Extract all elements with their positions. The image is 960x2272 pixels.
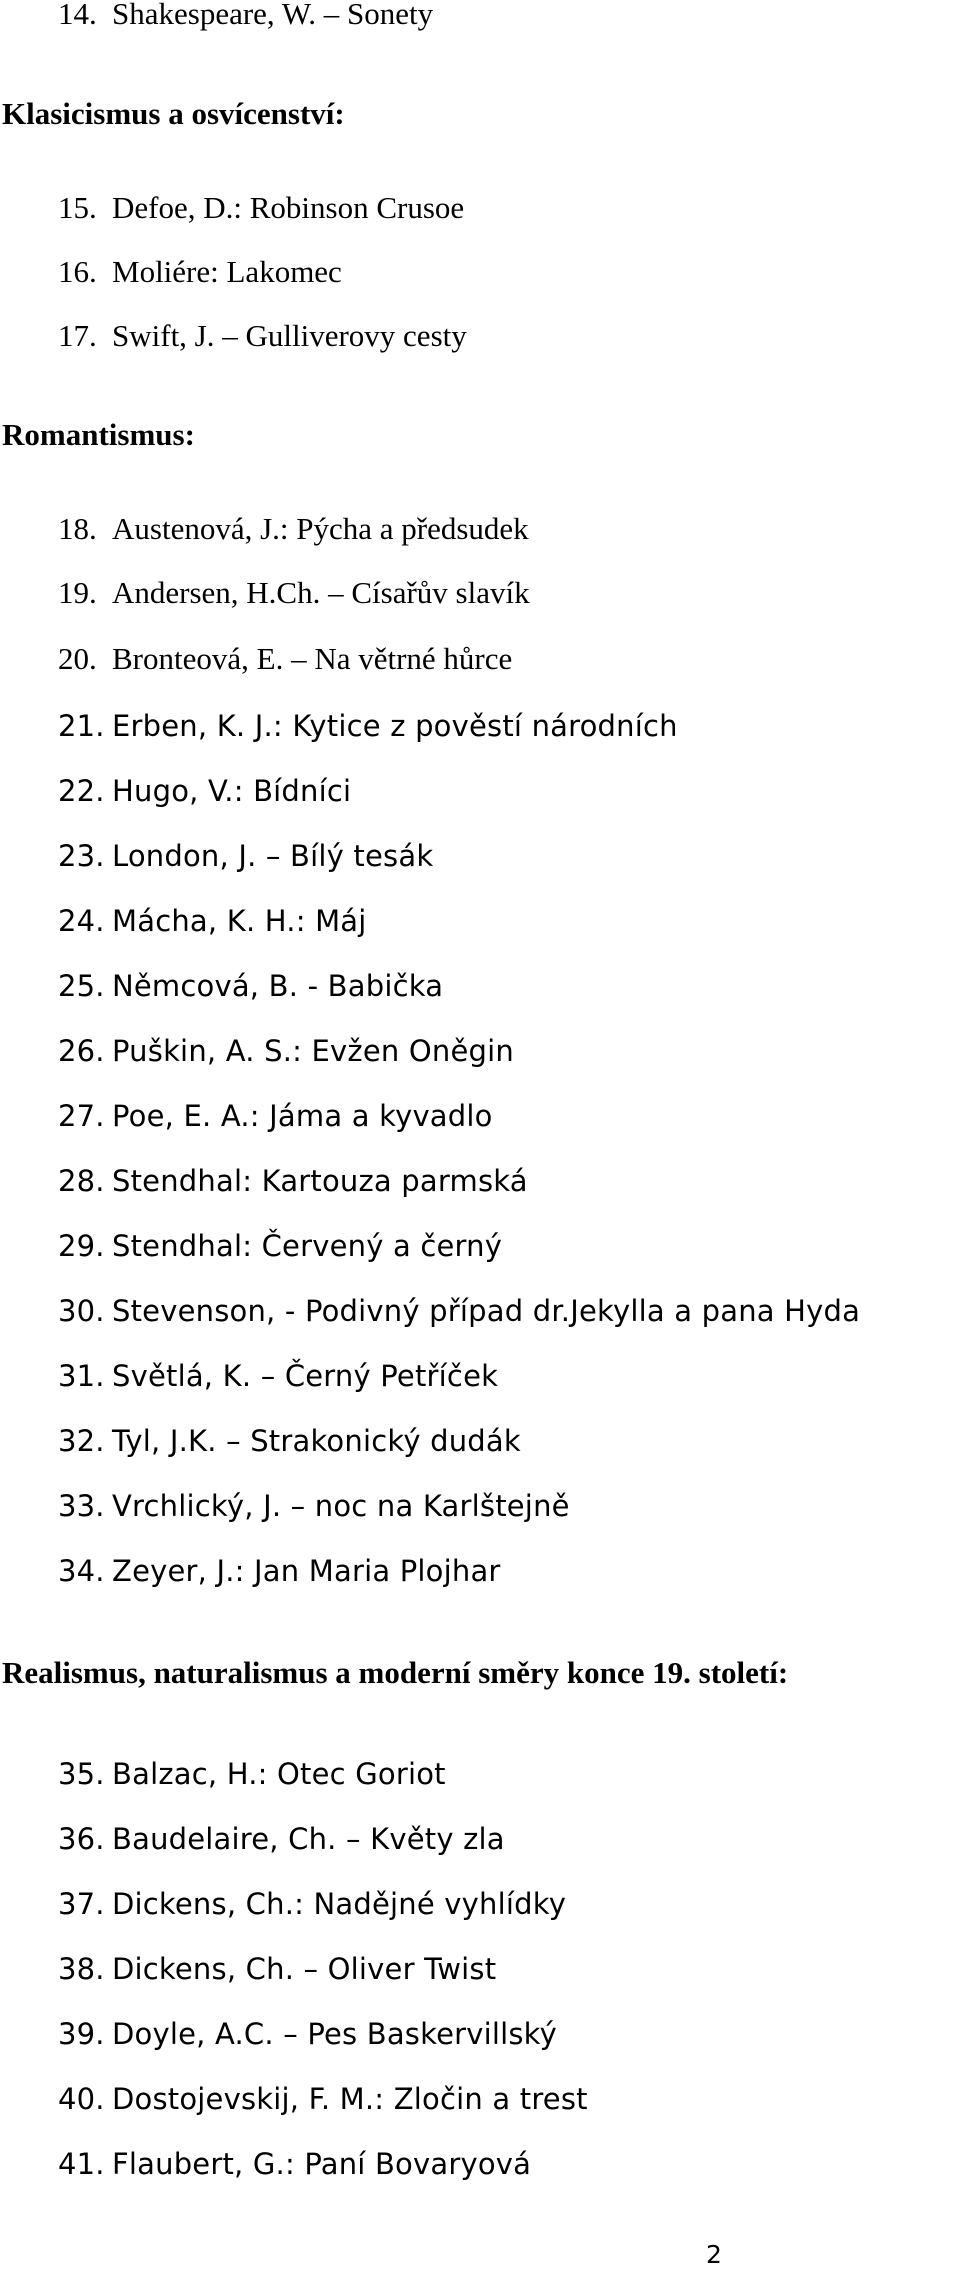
item-number: 29. bbox=[58, 1229, 105, 1263]
list-item bbox=[58, 2081, 588, 2117]
list-item bbox=[58, 1553, 501, 1589]
item-number: 17. bbox=[58, 318, 97, 353]
item-text: Tyl, J.K. – Strakonický dudák bbox=[112, 1424, 521, 1458]
item-text: Andersen, H.Ch. – Císařův slavík bbox=[112, 575, 530, 610]
item-text: Mácha, K. H.: Máj bbox=[112, 904, 367, 938]
item-number: 41. bbox=[58, 2147, 105, 2181]
item-number: 30. bbox=[58, 1294, 105, 1328]
item-text: Poe, E. A.: Jáma a kyvadlo bbox=[112, 1099, 493, 1133]
item-text: Hugo, V.: Bídníci bbox=[112, 774, 352, 808]
list-item bbox=[58, 1423, 521, 1459]
list-item bbox=[58, 511, 529, 547]
list-item bbox=[58, 968, 443, 1004]
item-number: 37. bbox=[58, 1887, 105, 1921]
list-item bbox=[58, 1098, 493, 1134]
item-text: Doyle, A.C. – Pes Baskervillský bbox=[112, 2017, 558, 2051]
list-item bbox=[58, 1033, 514, 1069]
item-number: 26. bbox=[58, 1034, 105, 1068]
item-number: 22. bbox=[58, 774, 105, 808]
item-text: Zeyer, J.: Jan Maria Plojhar bbox=[112, 1554, 501, 1588]
item-number: 40. bbox=[58, 2082, 105, 2116]
item-number: 32. bbox=[58, 1424, 105, 1458]
item-text: Shakespeare, W. – Sonety bbox=[112, 0, 434, 31]
item-number: 39. bbox=[58, 2017, 105, 2051]
item-text: Stevenson, - Podivný případ dr.Jekylla a pana Hyda bbox=[112, 1294, 861, 1328]
item-text: Němcová, B. - Babička bbox=[112, 969, 444, 1003]
item-text: Světlá, K. – Černý Petříček bbox=[112, 1359, 499, 1393]
item-number: 14. bbox=[58, 0, 97, 31]
item-number: 16. bbox=[58, 254, 97, 289]
list-item bbox=[58, 1293, 860, 1329]
item-text: Flaubert, G.: Paní Bovaryová bbox=[112, 2147, 532, 2181]
item-number: 21. bbox=[58, 709, 105, 743]
page-number: 2 bbox=[706, 2240, 722, 2269]
item-number: 28. bbox=[58, 1164, 105, 1198]
item-text: Erben, K. J.: Kytice z pověstí národních bbox=[112, 709, 678, 743]
list-item bbox=[58, 2016, 557, 2052]
list-item bbox=[58, 773, 351, 809]
item-text: Puškin, A. S.: Evžen Oněgin bbox=[112, 1034, 514, 1068]
item-text: Baudelaire, Ch. – Květy zla bbox=[112, 1822, 505, 1856]
item-number: 34. bbox=[58, 1554, 105, 1588]
list-item bbox=[58, 254, 342, 290]
item-number: 35. bbox=[58, 1757, 105, 1791]
item-text: Swift, J. – Gulliverovy cesty bbox=[112, 318, 467, 353]
list-item bbox=[58, 708, 678, 744]
list-item bbox=[58, 318, 467, 354]
item-number: 33. bbox=[58, 1489, 105, 1523]
item-text: Defoe, D.: Robinson Crusoe bbox=[112, 190, 465, 225]
item-number: 15. bbox=[58, 190, 97, 225]
item-number: 36. bbox=[58, 1822, 105, 1856]
item-number: 31. bbox=[58, 1359, 105, 1393]
item-number: 27. bbox=[58, 1099, 105, 1133]
item-number: 23. bbox=[58, 839, 105, 873]
list-item bbox=[58, 1358, 498, 1394]
list-item bbox=[58, 0, 433, 32]
list-item bbox=[58, 641, 512, 677]
list-item bbox=[58, 1228, 502, 1264]
item-number: 19. bbox=[58, 575, 97, 610]
item-text: Bronteová, E. – Na větrné hůrce bbox=[112, 641, 513, 676]
item-number: 25. bbox=[58, 969, 105, 1003]
item-number: 18. bbox=[58, 511, 97, 546]
section-heading-realismus: Realismus, naturalismus a moderní směry konce 19. století: bbox=[2, 1655, 789, 1690]
item-text: Moliére: Lakomec bbox=[112, 254, 342, 289]
item-text: Vrchlický, J. – noc na Karlštejně bbox=[112, 1489, 570, 1523]
item-text: London, J. – Bílý tesák bbox=[112, 839, 434, 873]
item-text: Dickens, Ch.: Nadějné vyhlídky bbox=[112, 1887, 567, 1921]
list-item bbox=[58, 1756, 446, 1792]
item-number: 38. bbox=[58, 1952, 105, 1986]
list-item bbox=[58, 1821, 505, 1857]
item-text: Austenová, J.: Pýcha a předsudek bbox=[112, 511, 529, 546]
item-text: Dostojevskij, F. M.: Zločin a trest bbox=[112, 2082, 588, 2116]
item-number: 24. bbox=[58, 904, 105, 938]
list-item bbox=[58, 838, 433, 874]
item-text: Balzac, H.: Otec Goriot bbox=[112, 1757, 446, 1791]
item-text: Stendhal: Kartouza parmská bbox=[112, 1164, 528, 1198]
section-heading-klasicismus: Klasicismus a osvícenství: bbox=[2, 96, 345, 131]
list-item bbox=[58, 1488, 570, 1524]
list-item bbox=[58, 1951, 496, 1987]
list-item bbox=[58, 575, 530, 611]
item-number: 20. bbox=[58, 641, 97, 676]
list-item bbox=[58, 1163, 528, 1199]
list-item bbox=[58, 190, 464, 226]
section-heading-romantismus: Romantismus: bbox=[2, 417, 195, 452]
item-text: Stendhal: Červený a černý bbox=[112, 1229, 503, 1263]
list-item bbox=[58, 1886, 566, 1922]
list-item bbox=[58, 903, 367, 939]
item-text: Dickens, Ch. – Oliver Twist bbox=[112, 1952, 497, 1986]
list-item bbox=[58, 2146, 531, 2182]
